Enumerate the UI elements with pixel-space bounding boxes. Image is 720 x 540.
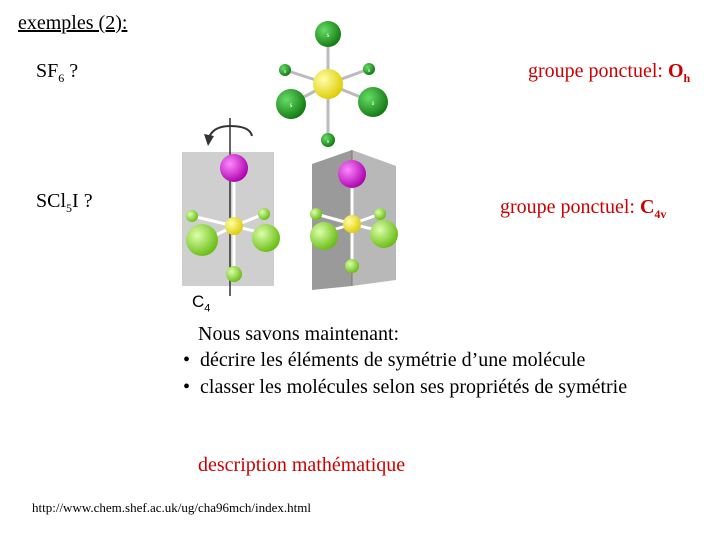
iodine-atom xyxy=(220,154,248,182)
chlorine-atom-bottom xyxy=(345,259,359,273)
c4-axis-label: $C_4$ xyxy=(192,292,211,315)
bullet-icon: • xyxy=(183,376,191,398)
iodine-atom xyxy=(338,160,366,188)
chlorine-atom-back-left xyxy=(310,208,322,220)
chlorine-atom-front-left xyxy=(310,222,338,250)
fluorine-atom-lower-right xyxy=(358,87,388,117)
fluorine-atom-left xyxy=(279,64,291,76)
chlorine-atom-front-right xyxy=(252,224,280,252)
sf6-label: $SF_6$ ? xyxy=(36,60,79,85)
svg-text:s: s xyxy=(326,139,330,145)
chlorine-atom-front-right xyxy=(370,220,398,248)
chlorine-atom-bottom xyxy=(226,266,242,282)
bullet-item-1: • décrire les éléments de symétrie d’une molécule xyxy=(183,349,586,371)
svg-text:s: s xyxy=(367,68,371,74)
chlorine-atom-back-right xyxy=(374,208,386,220)
svg-text:s: s xyxy=(371,99,375,107)
svg-text:s: s xyxy=(283,69,287,75)
bullet-icon: • xyxy=(183,349,191,371)
bullet-item-2: • classer les molécules selon ses propriétés de symétrie xyxy=(183,376,628,398)
chlorine-atom-back-right xyxy=(258,208,270,220)
svg-text:s: s xyxy=(326,31,330,39)
scl5i-mirror-planes-figure xyxy=(298,140,408,300)
sulfur-atom xyxy=(343,215,361,233)
chlorine-atom-back-left xyxy=(186,210,198,222)
fluorine-atom-lower-left xyxy=(276,89,306,119)
chlorine-atom-front-left xyxy=(186,224,218,256)
oh-point-group: groupe ponctuel: $O_h$ xyxy=(528,60,691,85)
sulfur-atom xyxy=(225,217,243,235)
intro-text: Nous savons maintenant: xyxy=(198,323,400,345)
source-url[interactable]: http://www.chem.shef.ac.uk/ug/cha96mch/index.html xyxy=(32,500,311,515)
scl5i-c4-axis-figure xyxy=(180,118,290,296)
scl5i-label: SCl$_5$I ? xyxy=(36,190,93,215)
sulfur-atom xyxy=(313,69,343,99)
c4v-point-group: groupe ponctuel: $C_{4v}$ xyxy=(500,196,667,221)
slide-title: exemples (2): xyxy=(18,12,128,34)
svg-text:s: s xyxy=(289,101,293,109)
fluorine-atom-right xyxy=(363,63,375,75)
fluorine-atom-top xyxy=(315,21,341,47)
description-link[interactable]: description mathématique xyxy=(198,454,406,476)
